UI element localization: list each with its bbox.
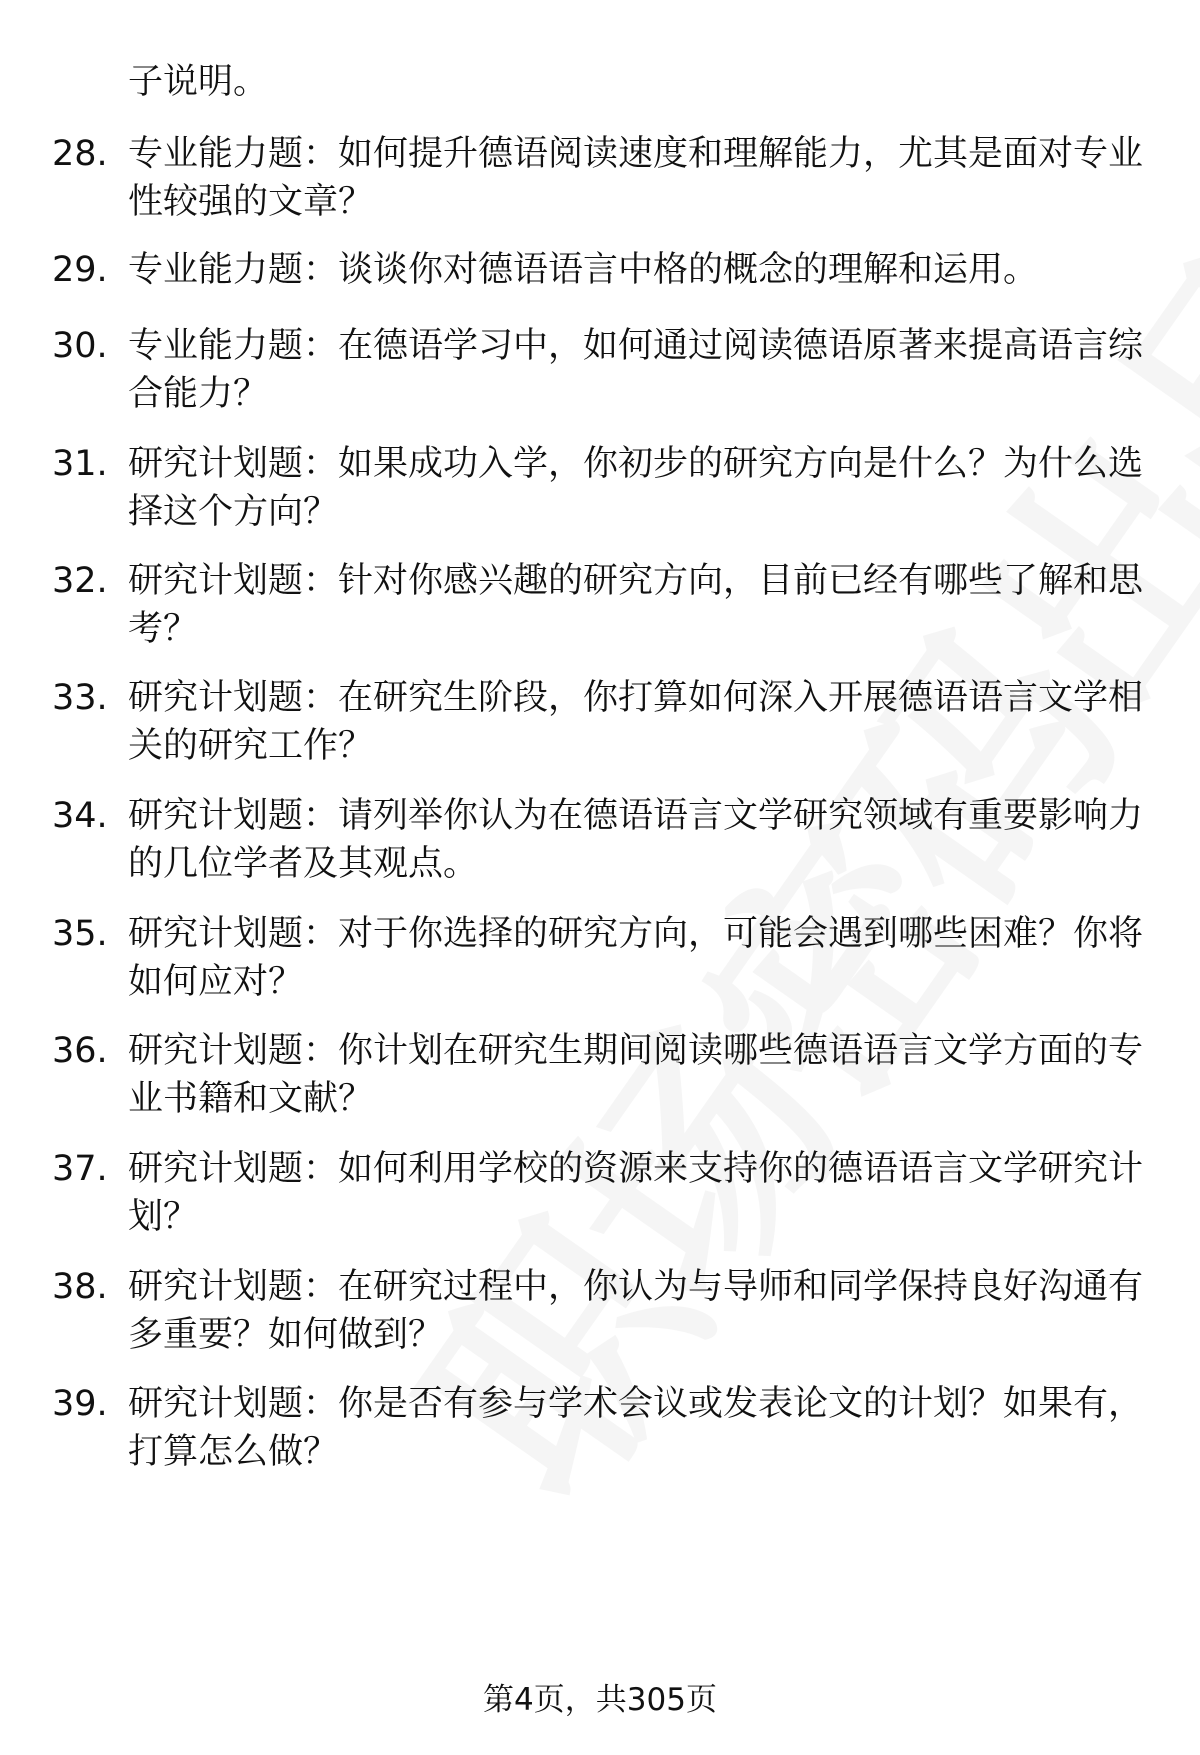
- question-text: 研究计划题：如果成功入学，你初步的研究方向是什么？为什么选择这个方向？: [128, 444, 1144, 532]
- page-footer: 第4页，共305页: [483, 1682, 717, 1718]
- question-number: 30.: [52, 326, 108, 366]
- question-number: 33.: [52, 678, 108, 718]
- question-number: 37.: [52, 1149, 108, 1189]
- question-text: 专业能力题：在德语学习中，如何通过阅读德语原著来提高语言综合能力？: [128, 326, 1144, 414]
- question-text: 研究计划题：你是否有参与学术会议或发表论文的计划？如果有，打算怎么做？: [128, 1384, 1144, 1472]
- question-number: 32.: [52, 561, 108, 601]
- question-number: 35.: [52, 914, 108, 954]
- question-text: 研究计划题：如何利用学校的资源来支持你的德语语言文学研究计划？: [128, 1149, 1144, 1237]
- question-number: 31.: [52, 444, 108, 484]
- question-text: 研究计划题：请列举你认为在德语语言文学研究领域有重要影响力的几位学者及其观点。: [128, 796, 1144, 884]
- question-text: 专业能力题：如何提升德语阅读速度和理解能力，尤其是面对专业性较强的文章？: [128, 134, 1144, 222]
- question-text: 研究计划题：对于你选择的研究方向，可能会遇到哪些困难？你将如何应对？: [128, 914, 1144, 1002]
- question-number: 34.: [52, 796, 108, 836]
- continuation-text: 子说明。: [128, 62, 269, 102]
- question-number: 28.: [52, 134, 108, 174]
- question-number: 39.: [52, 1384, 108, 1424]
- question-number: 36.: [52, 1031, 108, 1071]
- question-number: 38.: [52, 1267, 108, 1307]
- question-text: 研究计划题：在研究生阶段，你打算如何深入开展德语语言文学相关的研究工作？: [128, 678, 1144, 766]
- question-text: 专业能力题：谈谈你对德语语言中格的概念的理解和运用。: [128, 250, 1039, 290]
- question-text: 研究计划题：针对你感兴趣的研究方向，目前已经有哪些了解和思考？: [128, 561, 1144, 649]
- question-text: 研究计划题：在研究过程中，你认为与导师和同学保持良好沟通有多重要？如何做到？: [128, 1267, 1144, 1355]
- question-number: 29.: [52, 250, 108, 290]
- question-text: 研究计划题：你计划在研究生期间阅读哪些德语语言文学方面的专业书籍和文献？: [128, 1031, 1144, 1119]
